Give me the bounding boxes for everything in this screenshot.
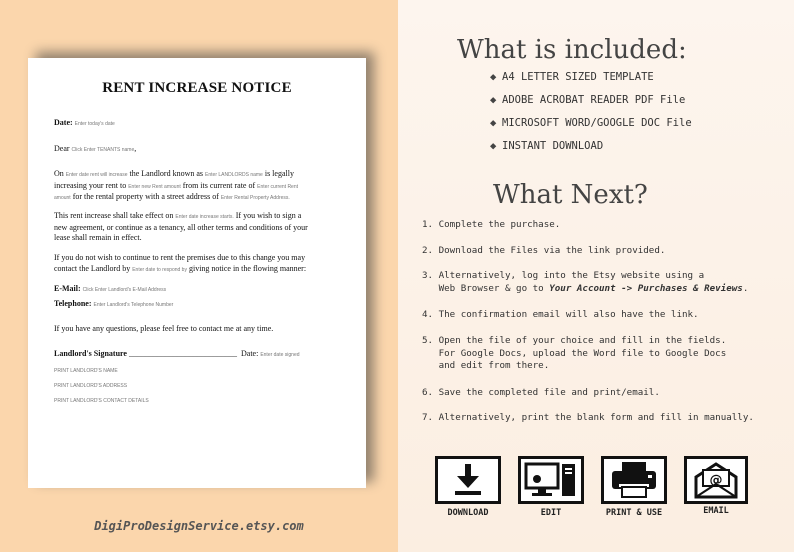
document-title: RENT INCREASE NOTICE	[102, 80, 292, 96]
next-heading: What Next?	[493, 180, 648, 210]
printer-icon	[601, 456, 667, 504]
diamond-bullet-icon: ◆	[490, 117, 497, 129]
paragraph-1: On Enter date rent will increase the Landlord known as Enter LANDLORDS name is legally increasing your rent to Enter new Rent amount from its current rate of Enter current Rent amount for the rental property with a street address of Enter Rental Property Address.	[54, 169, 299, 201]
website-link[interactable]: DigiProDesignService.etsy.com	[94, 519, 304, 533]
paragraph-2: This rent increase shall take effect on Enter date increase starts. If you wish to sign a new agreement, or continue as a tenancy, all other terms and conditions of your lease shall remain in effect.	[54, 211, 308, 242]
included-heading: What is included:	[457, 35, 687, 65]
step-item: 2. Download the Files via the link provided.	[422, 245, 666, 256]
telephone-line: Telephone: Enter Landlord's Telephone Number	[54, 299, 174, 308]
included-item: ◆ A4 LETTER SIZED TEMPLATE	[490, 71, 654, 83]
included-item: ◆ MICROSOFT WORD/GOOGLE DOC File	[490, 117, 692, 129]
download-icon	[435, 456, 501, 504]
email-label: EMAIL	[703, 506, 729, 516]
paragraph-3: If you do not wish to continue to rent the premises due to this change you may contact the Landlord by Enter date to respond by giving notice in the flowing manner:	[54, 253, 307, 273]
step-item: 1. Complete the purchase.	[422, 219, 561, 230]
diamond-bullet-icon: ◆	[490, 94, 497, 106]
svg-text:@: @	[709, 473, 723, 488]
download-label: DOWNLOAD	[447, 508, 489, 518]
email-line: E-Mail: Click Enter Landlord's E-Mail Address	[54, 284, 167, 293]
signature-line: Landlord's Signature ___________________________ Date: Enter date signed	[54, 349, 300, 358]
date-line: Date: Enter today's date	[54, 118, 115, 127]
print-contact: PRINT LANDLORD'S CONTACT DETAILS	[54, 398, 149, 404]
print-label: PRINT & USE	[605, 508, 663, 518]
included-list	[490, 71, 692, 163]
step-item: 5. Open the file of your choice and fill in the fields. For Google Docs, upload the Word file to Google Docs and edit from there.	[422, 335, 727, 371]
print-address: PRINT LANDLORD'S ADDRESS	[54, 383, 128, 389]
document-preview	[28, 58, 366, 488]
step-item: 6. Save the completed file and print/email.	[422, 387, 660, 398]
step-item: 7. Alternatively, print the blank form and fill in manually.	[422, 412, 754, 423]
step-item: 3. Alternatively, log into the Etsy website using a Web Browser & go to Your Account -> Purchases & Reviews.	[422, 270, 749, 294]
computer-icon	[518, 456, 584, 504]
print-name: PRINT LANDLORD'S NAME	[54, 368, 118, 374]
questions-line: If you have any questions, please feel free to contact me at any time.	[54, 324, 274, 333]
step-item: 4. The confirmation email will also have the link.	[422, 309, 699, 320]
diamond-bullet-icon: ◆	[490, 140, 497, 152]
diamond-bullet-icon: ◆	[490, 71, 497, 83]
email-icon	[684, 456, 748, 504]
included-item: ◆ INSTANT DOWNLOAD	[490, 140, 604, 152]
included-item: ◆ ADOBE ACROBAT READER PDF File	[490, 94, 686, 106]
edit-label: EDIT	[540, 508, 562, 518]
dear-line: Dear Click Enter TENANTS name,	[54, 144, 137, 153]
